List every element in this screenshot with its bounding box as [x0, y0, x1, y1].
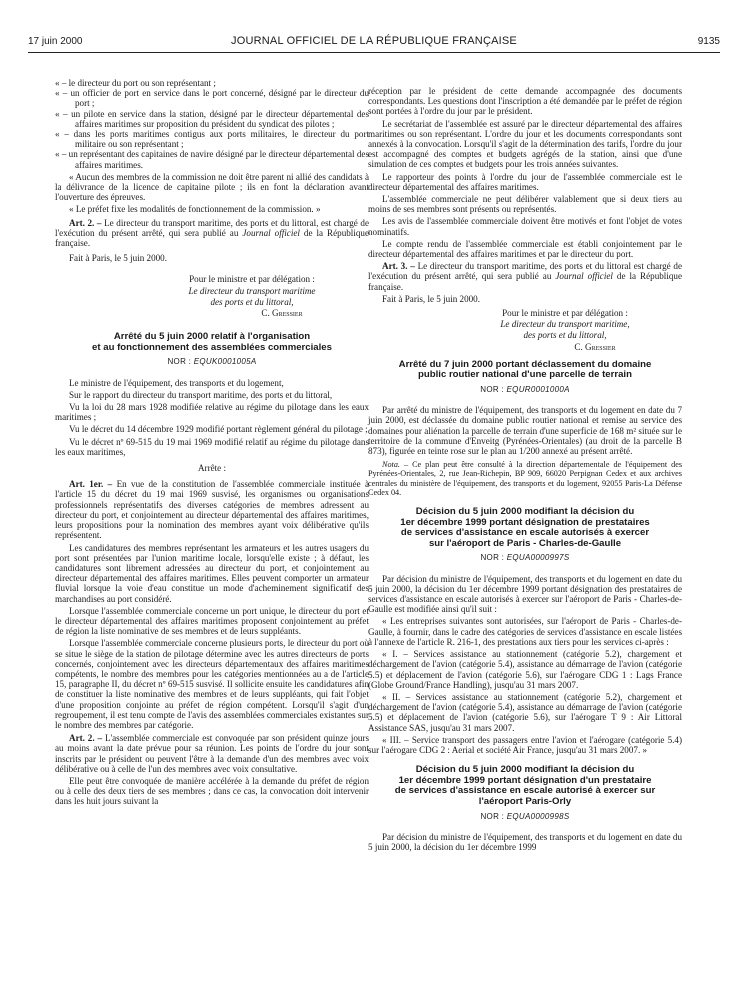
paragraph: Elle peut être convoquée de manière accélérée à la demande du préfet de région ou à celle des deux tiers de ses membres ; dans ce cas, la convocation doit intervenir dans les huit jours suivant la [55, 775, 369, 807]
paragraph: Les candidatures des membres représentant les armateurs et les autres usagers du port sont présentées par l'union maritime locale, lorsqu'elle existe ; à défaut, les candidatures sont librement adressées au directeur du port, et conjointement au directeur départemental des affaires maritimes. Elles peuvent comporter un armateur fluvial lorsque la voie d'eau constitue un mode d'acheminement significatif des marchandises au port considéré. [55, 542, 369, 604]
journal-ref: Journal officiel [242, 227, 300, 238]
paragraph: Vu le décret nº 69-515 du 19 mai 1969 modifié relatif au régime du pilotage dans les eaux maritimes, [55, 436, 369, 457]
article-text: L'assemblée commerciale est convoquée par son président quinze jours au moins avant la date prévue pour sa réunion. Les points de l'ordre du jour sont inscrits par le président ou peuvent l'être à la demande d'un des membres avec voix délibérative ou à celle de l'un des membres avec voix consultative. [55, 733, 370, 774]
paragraph: Le compte rendu de l'assemblée commerciale est établi conjointement par le directeur départemental des affaires maritimes et par le directeur du port. [368, 238, 682, 260]
article-2b [55, 733, 369, 774]
left-column [55, 78, 369, 809]
header-journal-title: JOURNAL OFFICIEL DE LA RÉPUBLIQUE FRANÇAISE [231, 35, 517, 47]
article-label: Art. 3. – [382, 261, 415, 272]
paragraph: « II. – Services assistance au stationnement (catégorie 5.2), chargement et déchargement de l'avion (catégorie 5.4), assistance au démarrage de l'avion (catégorie 5.5) et déplacement de l'avion (catégorie 5.6), sur l'aérogare T 9 : Air Littoral Assistance SAS, jusqu'au 31 mars 2007. [368, 691, 682, 733]
article-text: En vue de la constitution de l'assemblée commerciale instituée à l'article 15 du décret du 19 mai 1969 susvisé, les organismes ou organisations professionnels représentatifs des diverses catégories de membres adressent au directeur du port, et conjointement au directeur départemental des affaires maritimes, leurs propositions pour la nomination des membres ayant voix délibérative qu'ils représentent. [55, 479, 369, 541]
article-text-end: de la République française. [55, 227, 369, 249]
paragraph: Par décision du ministre de l'équipement, des transports et du logement en date du 5 juin 2000, la décision du 1er décembre 1999 portant désignation des prestataires de services d'assistance en escale autorisés à exercer sur l'aéroport de Paris - Charles-de-Gaulle est modifiée ainsi qu'il suit : [368, 573, 682, 615]
paragraph: « I. – Services assistance au stationnement (catégorie 5.2), chargement et déchargement de l'avion (catégorie 5.4), assistance au démarrage de l'avion (catégorie 5.5) et déplacement de l'avion (catégorie 5.6), sur l'aérogare CDG 1 : Lags France (Globe Ground/France Handling), jusqu'au 31 mars 2007. [368, 649, 682, 690]
paragraph: « Le préfet fixe les modalités de fonctionnement de la commission. » [69, 204, 321, 215]
nor-reference: NOR : EQUK0001005A [167, 357, 257, 367]
article-text: Le directeur du transport maritime, des ports et du littoral est chargé de l'exécution du présent arrêté, qui sera publié au [368, 261, 683, 282]
article-label: Art. 1er. – [69, 479, 113, 490]
paragraph: Le secrétariat de l'assemblée est assuré par le directeur départemental des affaires maritimes ou son représentant. L'ordre du jour et les documents correspondants sont annexés à la convocation. Lorsqu'il s'agit de la détermination des tarifs, l'ordre du jour est accompagné des comptes et budgets agrégés de la station, ainsi que d'une simulation de ces comptes et budgets pour les trois années suivantes. [368, 118, 682, 170]
decree-title: Arrêté du 7 juin 2000 portant déclassement du domaine public routier national d'une parcelle de terrain [398, 358, 652, 381]
paragraph: Les avis de l'assemblée commerciale doivent être motivés et font l'objet de votes nominatifs. [368, 216, 682, 237]
list-item: « – le directeur du port ou son représentant ; [55, 78, 216, 88]
right-column [368, 86, 682, 854]
paragraph: Le rapporteur des points à l'ordre du jour de l'assemblée commerciale est le directeur départemental des affaires maritimes. [368, 171, 682, 192]
paragraph: Vu le décret du 14 décembre 1929 modifié portant règlement général du pilotage ; [69, 424, 368, 435]
article-3 [368, 261, 682, 292]
paragraph: « III. – Service transport des passagers entre l'avion et l'aérogare (catégorie 5.4) sur l'aérogare CDG 2 : Aerial et société Air France, jusqu'au 31 mars 2007. » [368, 734, 682, 755]
list-item: « – un pilote en service dans la station, désigné par le directeur départemental des affaires maritimes sur proposition du président du syndicat des pilotes ; [55, 108, 369, 129]
page-header [28, 34, 720, 53]
signature-pour: Pour le ministre et par délégation : [189, 274, 315, 285]
nor-reference: NOR : EQUA0000998S [480, 811, 570, 821]
article-label: Art. 2. – [69, 217, 102, 228]
list-item: « – un officier de port en service dans le port concerné, désigné par le directeur du port ; [55, 88, 369, 109]
article-2 [55, 218, 369, 249]
list-item: « – un représentant des capitaines de navire désigné par le directeur départemental des affaires maritimes. [55, 149, 369, 170]
paragraph: Vu la loi du 28 mars 1928 modifiée relative au régime du pilotage dans les eaux maritimes ; [55, 402, 369, 423]
signature-pour: Pour le ministre et par délégation : [502, 308, 628, 319]
paragraph: « Aucun des membres de la commission ne doit être parent ni allié des candidats à la délivrance de la licence de capitaine pilote ; ils en font la déclaration avant l'ouverture des épreuves. [55, 171, 369, 203]
signature-title-2: des ports et du littoral, [210, 296, 294, 307]
paragraph: Le ministre de l'équipement, des transports et du logement, [69, 377, 284, 388]
article-text-end: de la République française. [368, 271, 682, 292]
paragraph: « Les entreprises suivantes sont autorisées, sur l'aéroport de Paris - Charles-de-Gaulle, à fournir, dans le cadre des catégories de services d'assistance en escale listées à l'annexe de l'article R. 216-1, des prestations aux tiers pour les services ci-après : [368, 616, 682, 647]
paragraph: réception par le président de cette demande accompagnée des documents correspondants. Les questions dont l'inscription a été demandée par le préfet de région sont portées à l'ordre du jour par le président. [368, 86, 683, 117]
nor-reference: NOR : EQUR0001000A [480, 385, 570, 395]
fait-a-paris: Fait à Paris, le 5 juin 2000. [382, 293, 481, 304]
signature-name: C. Gressier [261, 308, 303, 319]
nor-reference: NOR : EQUA0000997S [480, 553, 570, 563]
header-date: 17 juin 2000 [28, 36, 83, 47]
paragraph: Par arrêté du ministre de l'équipement, des transports et du logement en date du 7 juin 2000, est déclassée du domaine public routier national et remise au service des domaines pour aliénation la parcelle de terrain d'une superficie de 168 m² située sur le territoire de la commune d'Enveitg (Pyrénées-Orientales) (au droit de la parcelle B 873), figurée en teinte rose sur le plan au 1/200 annexé au présent arrêté. [368, 405, 682, 457]
decision-title: Décision du 5 juin 2000 modifiant la décision du 1er décembre 1999 portant désignation de prestataires de services d'assistance en escale autorisés à exercer sur l'aéroport de Paris - Charles-de-Gaulle [400, 506, 650, 549]
signature-name: C. Gressier [574, 341, 616, 352]
decision-title: Décision du 5 juin 2000 modifiant la décision du 1er décembre 1999 portant désignation d'un prestataire de services d'assistance en escale autorisé à exercer sur l'aéroport Paris-Orly [394, 764, 656, 807]
nota: Nota. – Ce plan peut être consulté à la direction départementale de l'équipement des Pyrénées-Orientales, 2, rue Jean-Richepin, BP 909, 66020 Perpignan Cedex et aux archives centrales du ministère de l'équipement, des transports et du logement, 92055 Paris-La Défense Cedex 04. [368, 460, 683, 497]
article-1 [55, 479, 369, 540]
journal-ref: Journal officiel [555, 271, 613, 282]
article-label: Art. 2. – [69, 733, 103, 744]
paragraph: Sur le rapport du directeur du transport maritime, des ports et du littoral, [69, 389, 333, 400]
decree-title: Arrêté du 5 juin 2000 relatif à l'organisation et au fonctionnement des assemblées commerciales [92, 331, 332, 353]
list-item: « – dans les ports maritimes contigus aux ports militaires, le directeur du port militaire ou son représentant ; [55, 129, 369, 150]
fait-a-paris: Fait à Paris, le 5 juin 2000. [69, 253, 168, 264]
signature-title-2: des ports et du littoral, [523, 330, 607, 341]
signature-title-1: Le directeur du transport maritime [188, 285, 316, 296]
paragraph: Par décision du ministre de l'équipement, des transports et du logement en date du 5 juin 2000, la décision du 1er décembre 1999 [368, 831, 682, 852]
signature-title-1: Le directeur du transport maritime, [500, 319, 630, 330]
paragraph: L'assemblée commerciale ne peut délibérer valablement que si deux tiers au moins de ses membres sont présents ou représentés. [368, 194, 682, 215]
paragraph: Lorsque l'assemblée commerciale concerne plusieurs ports, le directeur du port où se situe le siège de la station de pilotage détermine avec les autres directeurs de ports concernés, conjointement avec les directeurs départementaux des affaires maritimes compétents, le nombre des membres pour les catégories mentionnées au a de l'article 15, paragraphe II, du décret nº 69-515 susvisé. Il sollicite ensuite les candidatures afin de constituer la liste nominative des membres et de leurs suppléants, qui fait l'objet d'une proposition conjointe au préfet de région compétent. Lorsqu'il s'agit d'un regroupement, il est tenu compte de l'avis des assemblées commerciales existantes sur le nombre des membres par catégorie. [55, 638, 369, 730]
header-page-number: 9135 [697, 36, 720, 47]
paragraph: Lorsque l'assemblée commerciale concerne un port unique, le directeur du port et le directeur départemental des affaires maritimes proposent conjointement au préfet de région la liste nominative de ses membres et de leurs suppléants. [55, 605, 369, 637]
arrete-heading: Arrête : [197, 463, 227, 474]
article-text: Le directeur du transport maritime, des ports et du littoral, est chargé de l'exécution du présent arrêté, qui sera publié au [55, 217, 369, 238]
